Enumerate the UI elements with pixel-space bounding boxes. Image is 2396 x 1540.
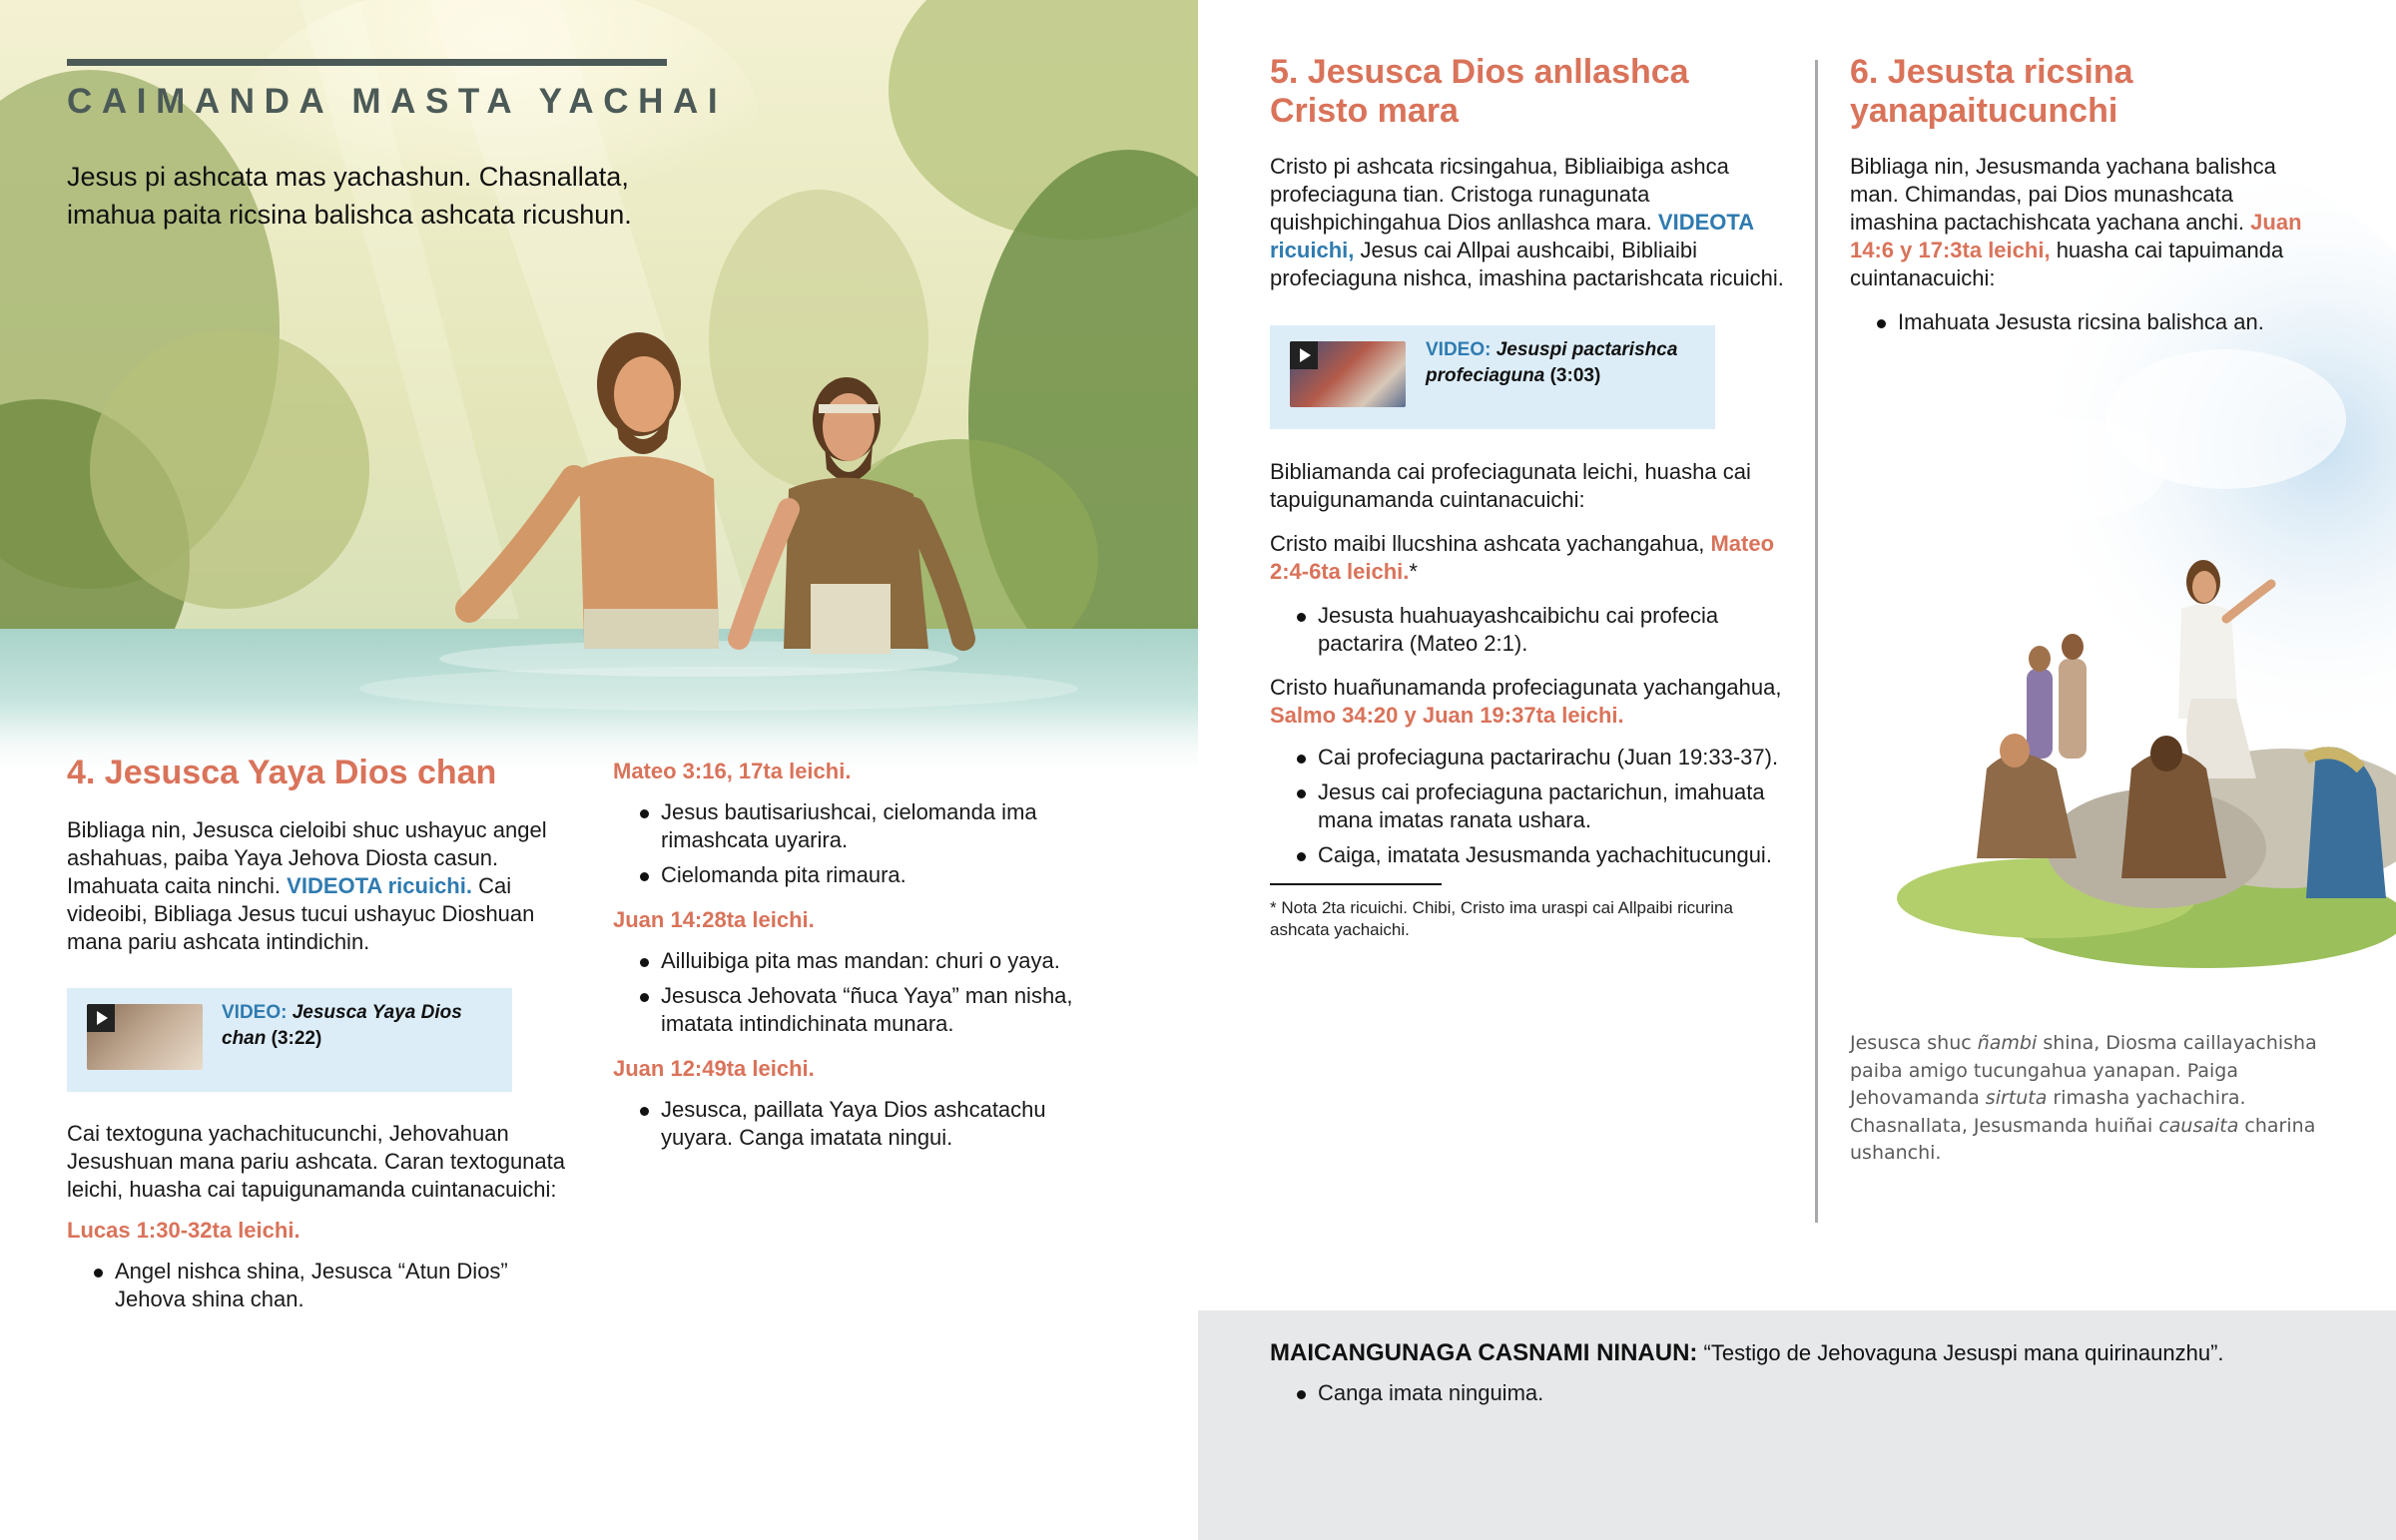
footnote-marker: * [1409,559,1418,584]
bullet-list [1270,744,1789,869]
section-5-p3-text: Cristo maibi llucshina ashcata yachangahua, [1270,531,1705,556]
play-icon[interactable] [87,1004,115,1032]
bullet-list [67,1258,576,1313]
list-item: Jesusca Jehovata “ñuca Yaya” man nisha, imatata intindichinata munara. [613,982,1092,1038]
video-caption [1426,337,1695,389]
discussion-band-content [1270,1339,2368,1414]
section-5-continued [1270,458,1789,941]
video-duration: (3:22) [271,1028,322,1049]
right-page [1198,0,2396,1540]
list-item: Angel nishca shina, Jesusca “Atun Dios” Jehova shina chan. [67,1258,576,1313]
list-item: Canga imata ninguima. [1270,1379,2368,1407]
video-title: Jesusca Yaya Dios chan [222,1002,462,1049]
list-item: Ailluibiga pita mas mandan: churi o yaya. [613,947,1092,975]
section-6-title: 6. Jesusta ricsina yanapaitucunchi [1850,53,2133,130]
caption-text: charina ushanchi. [1850,1114,2316,1164]
footnote: * Nota 2ta ricuichi. Chibi, Cristo ima uraspi cai Allpaibi ricurina ashcata yachaichi. [1270,898,1733,939]
list-item: Cielomanda pita rimaura. [613,861,1092,889]
list-item: Cai profeciaguna pactarirachu (Juan 19:33-37). [1270,744,1789,771]
bullet-list [1850,308,2319,336]
section-4-video-link[interactable]: VIDEOTA ricuichi. [287,873,472,898]
section-4-p1-after: Cai videoibi, Bibliaga Jesus tucui ushayuc Dioshuan mana pariu ashcata intindichin. [67,873,535,954]
video-caption [222,1000,491,1052]
caption-text: shina, Diosma caillayachisha paiba amigo tucungahua yanapan. Paiga Jehovamanda [1850,1032,2317,1109]
bullet-list [1270,1379,2368,1407]
caption-text: rimasha yachachira. Chasnallata, Jesusmanda huiñai [1850,1087,2246,1137]
section-5-p1-after: Jesus cai Allpai aushcaibi, Bibliaibi profeciaguna nishca, imashina pactarishcata ricuichi. [1270,238,1784,290]
discussion-lead: MAICANGUNAGA CASNAMI NINAUN: [1270,1339,1698,1366]
footnote-rule [1270,883,1442,885]
section-5-paragraph-4 [1270,674,1789,730]
section-6-paragraph-1 [1850,153,2319,292]
list-item: Jesusca, paillata Yaya Dios ashcatachu yuyara. Canga imatata ningui. [613,1096,1092,1152]
discussion-quote: “Testigo de Jehovaguna Jesuspi mana quirinaunzhu”. [1697,1340,2224,1365]
section-4 [67,754,586,956]
list-item: Jesus bautisariushcai, cielomanda ima rimashcata uyarira. [613,798,1092,854]
scripture-ref-juan-14: Juan 14:28ta leichi. [613,907,815,932]
section-6 [1850,53,2319,343]
list-item: Caiga, imatata Jesusmanda yachachitucungui. [1270,841,1789,869]
scripture-ref-lucas: Lucas 1:30-32ta leichi. [67,1218,300,1243]
section-5-video-link[interactable]: VIDEOTA ricuichi, [1270,210,1754,262]
section-6-p1-after: huasha cai tapuimanda cuintanacuichi: [1850,238,2284,290]
bullet-list [613,798,1092,889]
scripture-ref-juan-14-17: Juan 14:6 y 17:3ta leichi, [1850,210,2302,262]
section-title: CAIMANDA MASTA YACHAI [67,82,728,121]
column-divider [1815,60,1818,1223]
scripture-ref-mateo-2: Mateo 2:4-6ta leichi. [1270,531,1775,584]
list-item: Jesusta huahuayashcaibichu cai profecia pactarira (Mateo 2:1). [1270,602,1789,658]
video-label: VIDEO: [222,1002,288,1023]
intro-text: Jesus pi ashcata mas yachashun. Chasnallata, imahua paita ricsina balishca ashcata ricushun. [67,162,632,230]
section-4-paragraph-2: Cai textoguna yachachitucunchi, Jehovahuan Jesushuan mana pariu ashcata. Caran textogunata leichi, huasha cai tapuigunamanda cuintanacuichi: [67,1121,565,1202]
illustration-caption [1850,1030,2349,1168]
scripture-ref-juan-12: Juan 12:49ta leichi. [613,1056,815,1081]
section-5-paragraph-3 [1270,530,1789,586]
section-5-title: 5. Jesusca Dios anllashca Cristo mara [1270,53,1689,130]
video-label: VIDEO: [1426,339,1492,360]
caption-emphasis: causaita [2158,1114,2239,1137]
section-6-p1-text: Bibliaga nin, Jesusmanda yachana balishca man. Chimandas, pai Dios munashcata imashina pactachishcata yachana anchi. [1850,154,2276,235]
section-header-rule [67,59,667,66]
section-4-p1-text: Bibliaga nin, Jesusca cieloibi shuc ushayuc angel ashahuas, paiba Yaya Jehova Diosta casun. Imahuata caita ninchi. [67,817,547,898]
video-title: Jesuspi pactarishca profeciaguna [1426,339,1678,386]
section-5 [1270,53,1789,292]
video-thumbnail[interactable] [1290,341,1406,407]
video-box-jesusca-yaya[interactable] [67,988,512,1092]
video-thumbnail[interactable] [87,1004,203,1070]
scripture-ref-mateo: Mateo 3:16, 17ta leichi. [613,759,852,783]
caption-text: Jesusca shuc [1850,1032,1978,1054]
section-5-p4-text: Cristo huañunamanda profeciagunata yachangahua, [1270,675,1782,700]
bullet-list [613,947,1092,1038]
video-duration: (3:03) [1549,365,1601,386]
left-column-2 [613,759,1092,1159]
caption-emphasis: sirtuta [1985,1087,2048,1109]
list-item: Jesus cai profeciaguna pactarichun, imahuata mana imatas ranata ushara. [1270,778,1789,834]
list-item: Imahuata Jesusta ricsina balishca an. [1850,308,2319,336]
video-box-profeciaguna[interactable] [1270,325,1715,429]
caption-emphasis: ñambi [1977,1032,2038,1054]
scripture-ref-salmo: Salmo 34:20 y Juan 19:37ta leichi. [1270,703,1624,728]
bullet-list [613,1096,1092,1152]
section-5-paragraph-2: Bibliamanda cai profeciagunata leichi, huasha cai tapuigunamanda cuintanacuichi: [1270,459,1751,512]
section-5-p1-text: Cristo pi ashcata ricsingahua, Bibliaibiga ashca profeciaguna tian. Cristoga runagunata quishpichingahua Dios anllashca mara. [1270,154,1729,235]
section-4-paragraph-1 [67,816,586,956]
section-5-paragraph-1 [1270,153,1789,292]
section-4-title: 4. Jesusca Yaya Dios chan [67,754,497,791]
section-4-continued [67,1120,576,1320]
bullet-list [1270,602,1789,658]
discussion-statement [1270,1339,2368,1367]
play-icon[interactable] [1290,341,1318,369]
